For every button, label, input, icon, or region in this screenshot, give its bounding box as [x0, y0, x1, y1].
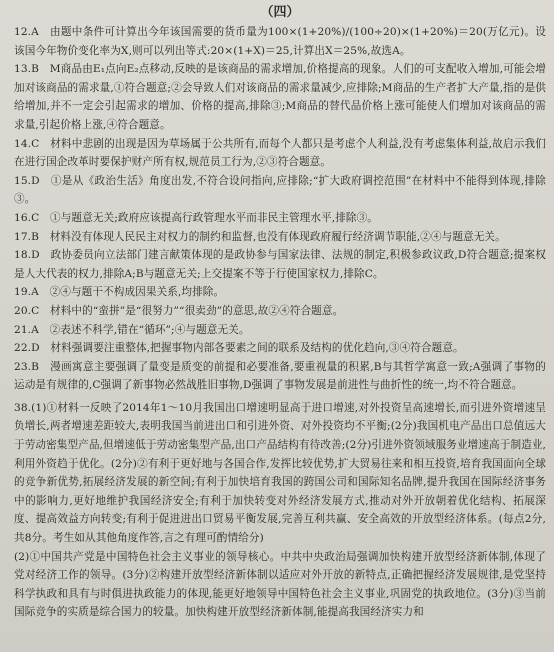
- section-title: （四）: [260, 5, 300, 20]
- answer-18: 18.D 政协委员向立法部门建言献策体现的是政协参与国家法律、法规的制定,积极参政议政,D符合题意;提案权是人大代表的权力,排除A;B与题意无关;上交提案不等于行使国家权力,排除C。: [14, 249, 546, 280]
- answer-13: 13.B M商品由E₁点向E₂点移动,反映的是该商品的需求增加,价格提高的现象。人们的可支配收入增加,可能会增加对该商品的需求量,①符合题意;②会导致人们对该商品的需求量减少,应排除;M商品的生产者扩大产量,指的是供给增加,并不一定会引起需求的增加、价格的提高,排除③;M商品的替代品价格上涨可能使人们增加对该商品的需求量,引起价格上涨,④符合题意。: [14, 63, 546, 131]
- answer-22: 22.D 材料强调要注重整体,把握事物内部各要素之间的联系及结构的优化趋向,③④符合题意。: [14, 342, 464, 355]
- answer-16: 16.C ①与题意无关;政府应该提高行政管理水平而非民主管理水平,排除③。: [14, 211, 378, 224]
- answer-21: 21.A ②表述不科学,错在“循环”;④与题意无关。: [14, 323, 250, 336]
- answer-12: 12.A 由题中条件可计算出今年该国需要的货币量为100×(1+20%)/(100÷20)×(1+20%)＝20(万亿元)。设该国今年物价变化率为X,则可以列出等式:20×(1+X)＝25,计算出X＝25%,故选A。: [14, 26, 546, 57]
- answer-15: 15.D ①是从《政治生活》角度出发,不符合设问指向,应排除;“扩大政府调控范围”在材料中不能得到体现,排除③。: [14, 174, 546, 206]
- answer-19: 19.A ②④与题干不构成因果关系,均排除。: [14, 286, 225, 299]
- answer-14: 14.C 材料中悲剧的出现是因为草场属于公共所有,而每个人都只是考虑个人利益,没有考虑集体利益,故启示我们在进行国企改革时要保护财产所有权,规范员工行为,②③符合题意。: [14, 137, 546, 169]
- answer-23: 23.B 漫画寓意主要强调了量变是质变的前提和必要准备,要重视量的积累,B与其哲学寓意一致;A强调了事物的运动是有规律的,C强调了新事物必然战胜旧事物,D强调了事物发展是前进性与曲折性的统一,均不符合题意。: [14, 360, 546, 392]
- answer-20: 20.C 材料中的“蛮拼”是“很努力”“很卖劲”的意思,故②④符合题意。: [14, 304, 344, 317]
- answer-38-part-2: (2)①中国共产党是中国特色社会主义事业的领导核心。中共中央政治局强调加快构建开放型经济新体制,体现了党对经济工作的领导。(3分)②构建开放型经济新体制以适应对外开放的新特点,正确把握经济发展规律,是党坚持科学执政和具有与时俱进执政能力的体现,能更好地领导中国特色社会主义事业,巩固党的执政地位。(3分)③当前国际竞争的实质是综合国力的较量。加快构建开放型经济新体制,能提高我国经济实力和: [14, 550, 546, 619]
- answer-38-part-1: 38.(1)①材料一反映了2014年1～10月我国出口增速明显高于进口增速,对外投资呈高速增长,而引进外资增速呈负增长,两者增速差距较大,表明我国当前进出口和引进外资、对外投资均不平衡;(2分)我国机电产品出口总值远大于劳动密集型产品,但增速低于劳动密集型产品,出口产品结构有待改善;(2分)引进外资领域服务业增速高于制造业,利用外资趋于优化。(2分)②有利于更好地与各国合作,发挥比较优势,扩大贸易往来和相互投资,培育我国面向全球的竞争新优势,拓展经济发展的新空间;有利于加快培育我国的跨国公司和国际知名品牌,提升我国在国际经济事务中的影响力,更好地维护我国经济安全;有利于加快转变对外经济发展方式,推动对外开放朝着优化结构、拓展深度、提高效益方向转变;有利于促进进出口贸易平衡发展,完善互利共赢、安全高效的开放型经济体系。(每点2分,共8分。考生如从其他角度作答,言之有理可酌情给分): [14, 401, 546, 545]
- answer-17: 17.B 材料没有体现人民民主对权力的制约和监督,也没有体现政府履行经济调节职能,②④与题意无关。: [14, 230, 506, 243]
